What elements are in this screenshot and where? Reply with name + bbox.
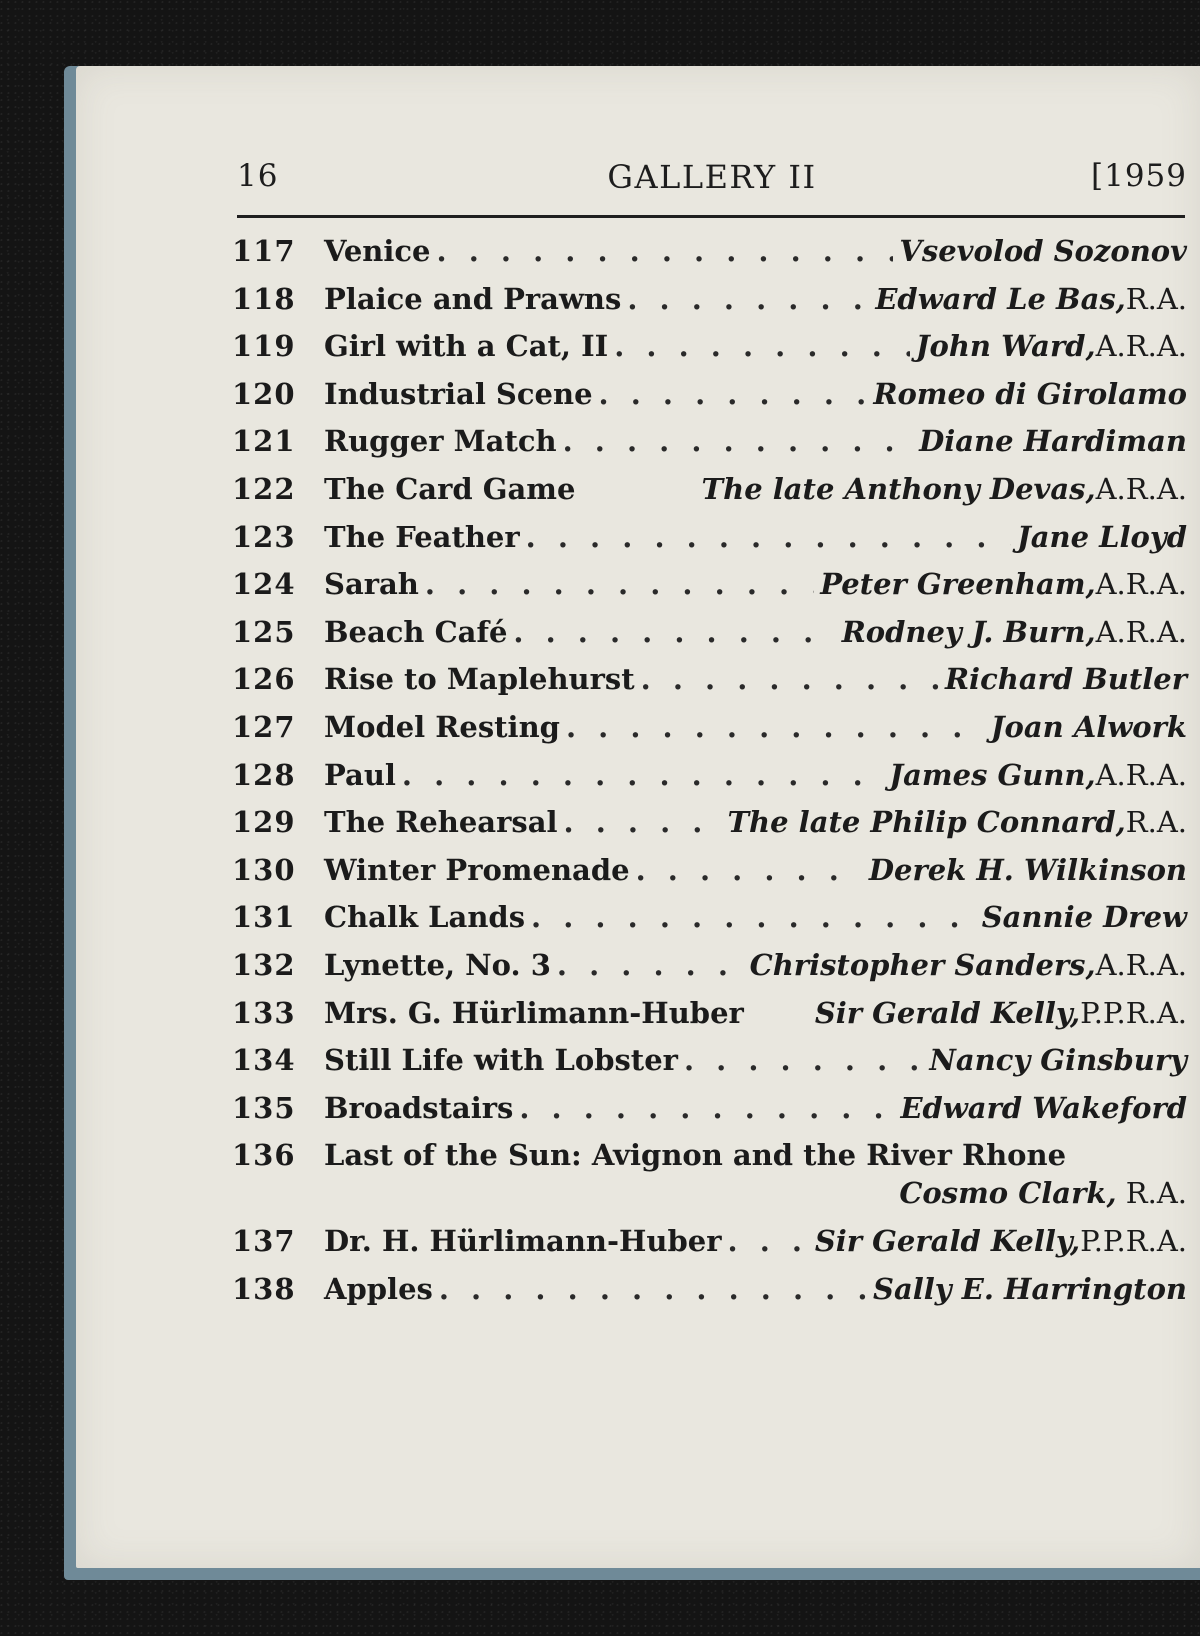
catalogue-entry [232, 466, 1187, 514]
entry-title: Winter Promenade [324, 852, 630, 887]
dot-leader [425, 567, 814, 601]
entry-title: Still Life with Lobster [324, 1043, 678, 1078]
entry-artist: Sir Gerald Kelly, [814, 995, 1081, 1030]
entry-number: 133 [232, 995, 296, 1030]
catalogue-year: [1959 [1091, 158, 1187, 194]
entry-title: Dr. H. Hürlimann-Huber [324, 1224, 722, 1259]
dot-leader [402, 758, 884, 792]
entry-artist: The late Philip Connard, [727, 805, 1126, 840]
catalogue-entry [232, 276, 1187, 324]
entry-number: 120 [232, 376, 296, 411]
dot-leader [439, 1272, 867, 1306]
entry-title: The Feather [324, 519, 520, 554]
entry-number: 119 [232, 329, 296, 364]
entry-artist: Joan Alwork [990, 709, 1187, 744]
entry-title: Sarah [324, 567, 419, 602]
entry-honour: A.R.A. [1095, 757, 1187, 792]
entry-title: Industrial Scene [324, 376, 593, 411]
entry-honour: P.P.R.A. [1080, 1224, 1187, 1259]
catalogue-entry [232, 371, 1187, 419]
dot-leader [614, 329, 910, 363]
entry-title: Chalk Lands [324, 900, 526, 935]
dot-leader [636, 853, 863, 887]
entry-number: 128 [232, 757, 296, 792]
gallery-title: GALLERY II [607, 158, 817, 196]
entry-artist: Sally E. Harrington [873, 1271, 1187, 1306]
catalogue-entry [232, 418, 1187, 466]
dot-leader [563, 424, 913, 458]
catalogue-entry [232, 1085, 1187, 1133]
entry-artist: Sannie Drew [981, 900, 1187, 935]
catalogue-entry [232, 561, 1187, 609]
catalogue-entry [232, 942, 1187, 990]
entry-artist: Diane Hardiman [919, 424, 1187, 459]
entry-artist: Sir Gerald Kelly, [814, 1224, 1081, 1259]
entry-title: Apples [324, 1271, 433, 1306]
entry-artist: Rodney J. Burn, [841, 614, 1096, 649]
entry-honour: A.R.A. [1095, 567, 1187, 602]
entry-title: Beach Café [324, 614, 508, 649]
entry-title: Rugger Match [324, 424, 557, 459]
entry-artist: Edward Wakeford [900, 1090, 1187, 1125]
dot-leader [728, 1224, 809, 1258]
entry-number: 134 [232, 1043, 296, 1078]
dot-leader [684, 1043, 923, 1077]
entry-title: Last of the Sun: Avignon and the River Rhone [324, 1138, 1067, 1173]
entry-honour: A.R.A. [1095, 947, 1187, 982]
entry-honour: R.A. [1125, 805, 1187, 840]
entry-honour: R.A. [1125, 281, 1187, 316]
dot-leader [641, 662, 939, 696]
entry-number: 118 [232, 281, 296, 316]
entry-artist: The late Anthony Devas, [701, 471, 1096, 506]
entry-title: Venice [324, 234, 431, 268]
entry-number: 129 [232, 805, 296, 840]
entry-artist: Peter Greenham, [820, 567, 1096, 602]
entry-artist: John Ward, [915, 329, 1096, 364]
dot-leader [437, 234, 894, 268]
running-head [237, 158, 1187, 204]
entry-number: 132 [232, 947, 296, 982]
catalogue-entries [232, 228, 1187, 1313]
entry-honour: A.R.A. [1095, 471, 1187, 506]
entry-artist: Romeo di Girolamo [873, 376, 1187, 411]
entry-artist: Jane Lloyd [1016, 519, 1187, 554]
entry-title: Mrs. G. Hürlimann-Huber [324, 995, 744, 1030]
dot-leader [599, 377, 868, 411]
entry-number: 123 [232, 519, 296, 554]
dot-leader [513, 615, 835, 649]
entry-number: 131 [232, 900, 296, 935]
catalogue-entry [232, 609, 1187, 657]
entry-artist: Richard Butler [944, 662, 1187, 697]
dot-leader [566, 710, 985, 744]
entry-artist: Edward Le Bas, [875, 281, 1126, 316]
entry-honour: A.R.A. [1095, 614, 1187, 649]
catalogue-entry [232, 1037, 1187, 1085]
entry-artist: James Gunn, [889, 757, 1096, 792]
catalogue-entry [232, 1218, 1187, 1266]
entry-title: The Card Game [324, 471, 576, 506]
entry-title: Paul [324, 757, 396, 792]
entry-number: 117 [232, 234, 296, 268]
header-rule [237, 215, 1185, 218]
dot-leader [564, 805, 722, 839]
entry-number: 126 [232, 662, 296, 697]
catalogue-entry [232, 704, 1187, 752]
entry-honour: P.P.R.A. [1080, 995, 1187, 1030]
entry-honour: R.A. [1116, 1176, 1187, 1211]
entry-number: 137 [232, 1224, 296, 1259]
dot-leader [557, 948, 744, 982]
entry-title: Rise to Maplehurst [324, 662, 635, 697]
entry-number: 127 [232, 709, 296, 744]
catalogue-entry [232, 1132, 1187, 1218]
entry-artist: Cosmo Clark, [899, 1176, 1117, 1211]
entry-artist: Christopher Sanders, [749, 947, 1096, 982]
entry-honour: A.R.A. [1095, 329, 1187, 364]
entry-number: 121 [232, 424, 296, 459]
catalogue-entry [232, 1266, 1187, 1314]
entry-title: Plaice and Prawns [324, 281, 622, 316]
dot-leader [531, 900, 976, 934]
entry-number: 122 [232, 471, 296, 506]
catalogue-entry [232, 894, 1187, 942]
entry-number: 135 [232, 1090, 296, 1125]
catalogue-entry [232, 990, 1187, 1038]
dot-leader [526, 520, 1011, 554]
entry-number: 130 [232, 852, 296, 887]
catalogue-entry [232, 847, 1187, 895]
entry-title: Lynette, No. 3 [324, 947, 551, 982]
catalogue-entry [232, 228, 1187, 276]
entry-title: Girl with a Cat, II [324, 329, 609, 364]
catalogue-entry [232, 656, 1187, 704]
catalogue-entry [232, 752, 1187, 800]
catalogue-entry [232, 799, 1187, 847]
page-number: 16 [237, 158, 279, 194]
entry-title: Model Resting [324, 709, 560, 744]
entry-number: 138 [232, 1271, 296, 1306]
entry-title: The Rehearsal [324, 805, 558, 840]
entry-number: 124 [232, 567, 296, 602]
entry-artist: Nancy Ginsbury [929, 1043, 1187, 1078]
dot-leader [627, 282, 869, 316]
entry-title: Broadstairs [324, 1090, 514, 1125]
entry-number: 136 [232, 1138, 296, 1173]
catalogue-entry [232, 514, 1187, 562]
entry-artist: Derek H. Wilkinson [868, 852, 1187, 887]
entry-artist: Vsevolod Sozonov [899, 234, 1187, 268]
entry-number: 125 [232, 614, 296, 649]
dot-leader [519, 1091, 894, 1125]
catalogue-entry [232, 323, 1187, 371]
